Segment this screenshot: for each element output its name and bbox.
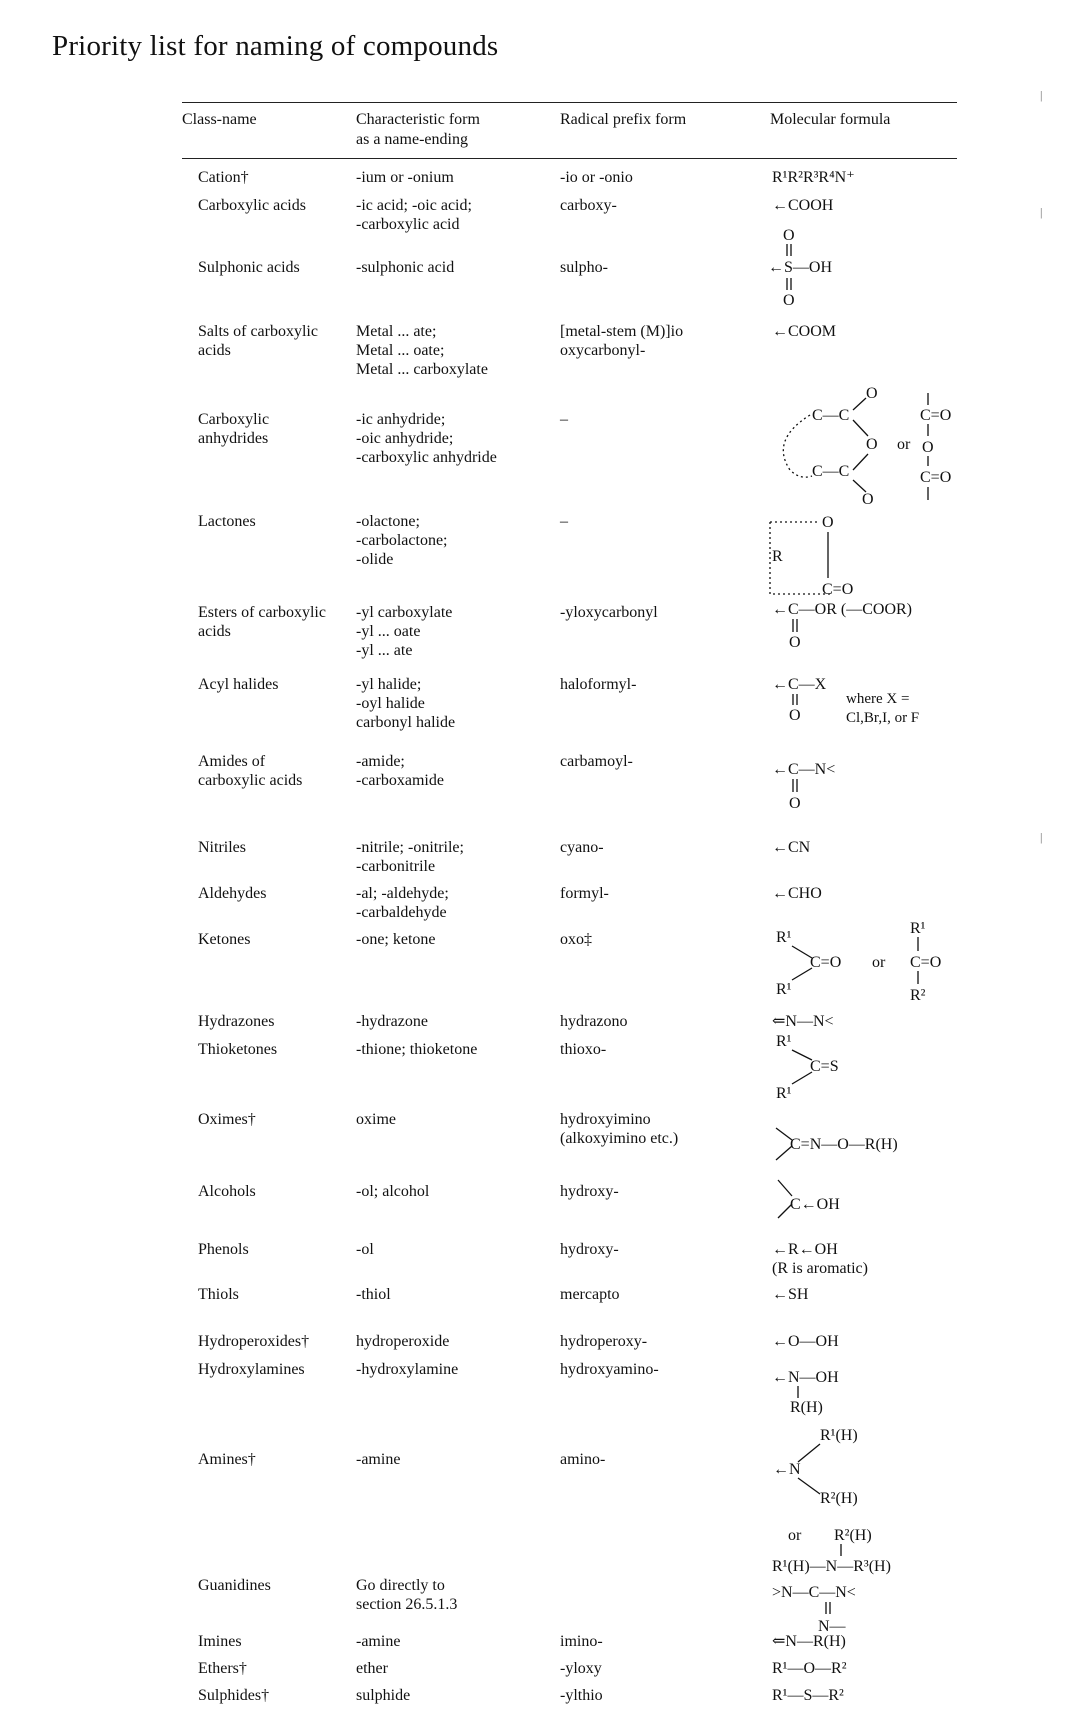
- struct-text: R¹: [910, 920, 926, 937]
- row-name-ending: -nitrile; -onitrile; -carbonitrile: [356, 839, 464, 875]
- struct-text: R²(H): [820, 1490, 858, 1507]
- ketone-structure: [776, 920, 941, 1004]
- row-radical-prefix: -io or -onio: [560, 169, 633, 186]
- struct-text: O: [862, 491, 874, 508]
- struct-bond: [853, 398, 866, 410]
- row-molecular-formula: R¹—S—R²: [772, 1687, 844, 1704]
- row-radical-prefix: sulpho-: [560, 259, 608, 276]
- row-name-ending: -amide; -carboxamide: [356, 753, 444, 789]
- struct-text: N—: [818, 1618, 846, 1635]
- struct-text: ←C—OR (—COOR): [772, 601, 913, 618]
- row-molecular-formula: ←O—OH: [772, 1333, 839, 1350]
- struct-bond: [776, 1128, 792, 1140]
- struct-text: C=O: [920, 469, 952, 486]
- row-class-name: Nitriles: [198, 839, 246, 856]
- row-radical-prefix: –: [560, 411, 568, 428]
- struct-bond: [792, 968, 812, 980]
- row-class-name: Carboxylic acids: [198, 197, 306, 214]
- row-molecular-formula: ←SH: [772, 1286, 809, 1303]
- sulphonic-acid-structure: [768, 227, 832, 309]
- row-class-name: Lactones: [198, 513, 256, 530]
- thioketone-structure: [776, 1033, 839, 1102]
- row-molecular-formula: R¹R²R³R⁴N⁺: [772, 169, 855, 186]
- row-radical-prefix: carbamoyl-: [560, 753, 633, 770]
- struct-text: C=N—O—R(H): [790, 1136, 898, 1153]
- struct-bond: [853, 480, 866, 492]
- struct-text: O: [866, 436, 878, 453]
- row-radical-prefix: hydroxy-: [560, 1183, 619, 1200]
- struct-bond: [776, 1146, 792, 1160]
- struct-text: C=O: [810, 954, 842, 971]
- table-top-rule: [182, 102, 957, 103]
- struct-bond: [783, 415, 812, 477]
- row-class-name: Amides of carboxylic acids: [198, 753, 303, 789]
- struct-text: C←OH: [790, 1196, 840, 1213]
- row-molecular-formula: ←R←OH (R is aromatic): [772, 1241, 868, 1277]
- row-name-ending: -thiol: [356, 1286, 391, 1303]
- row-radical-prefix: hydroperoxy-: [560, 1333, 648, 1350]
- row-radical-prefix: -yloxycarbonyl: [560, 604, 658, 621]
- struct-text: C—C: [812, 407, 850, 424]
- row-name-ending: Go directly to section 26.5.1.3: [356, 1577, 458, 1613]
- struct-text: where X =: [846, 691, 910, 707]
- row-class-name: Guanidines: [198, 1577, 271, 1594]
- row-class-name: Hydrazones: [198, 1013, 275, 1030]
- row-class-name: Sulphonic acids: [198, 259, 300, 276]
- struct-text: O: [783, 227, 795, 244]
- row-radical-prefix: haloformyl-: [560, 676, 637, 693]
- row-class-name: Sulphides†: [198, 1687, 270, 1704]
- struct-text: C=O: [822, 581, 854, 598]
- row-class-name: Alcohols: [198, 1183, 256, 1200]
- row-name-ending: -hydrazone: [356, 1013, 428, 1030]
- struct-text: O: [822, 514, 834, 531]
- struct-text: or: [897, 436, 911, 453]
- struct-text: R¹: [776, 981, 792, 998]
- margin-mark: |: [1040, 830, 1043, 844]
- struct-bond: [770, 522, 830, 594]
- struct-text: O: [922, 439, 934, 456]
- row-class-name: Imines: [198, 1633, 242, 1650]
- struct-bond: [798, 1478, 820, 1494]
- row-radical-prefix: carboxy-: [560, 197, 617, 214]
- lactone-structure: [770, 514, 853, 598]
- struct-bond: [798, 1444, 820, 1462]
- margin-mark: |: [1040, 88, 1043, 102]
- row-name-ending: -hydroxylamine: [356, 1361, 459, 1378]
- struct-text: R¹: [776, 1085, 792, 1102]
- struct-text: or: [788, 1527, 802, 1544]
- struct-text: >N—C—N<: [772, 1584, 856, 1601]
- header-class-name: Class-name: [182, 111, 257, 128]
- row-radical-prefix: cyano-: [560, 839, 604, 856]
- row-class-name: Carboxylic anhydrides: [198, 411, 270, 447]
- acyl-halide-structure: [772, 676, 919, 726]
- row-name-ending: -one; ketone: [356, 931, 436, 948]
- struct-bond: [792, 1050, 812, 1060]
- struct-text: C=O: [910, 954, 942, 971]
- struct-text: ←N—OH: [772, 1369, 839, 1386]
- struct-text: O: [783, 292, 795, 309]
- anhydride-structure: [783, 385, 951, 508]
- row-name-ending: -amine: [356, 1451, 401, 1468]
- row-class-name: Thiols: [198, 1286, 239, 1303]
- row-class-name: Hydroxylamines: [198, 1361, 305, 1378]
- row-class-name: Esters of carboxylic acids: [198, 604, 326, 640]
- struct-text: R¹: [776, 1033, 792, 1050]
- struct-text: R¹: [776, 929, 792, 946]
- row-molecular-formula: ←COOM: [772, 323, 837, 340]
- header-molecular-formula: Molecular formula: [770, 111, 891, 128]
- row-class-name: Aldehydes: [198, 885, 267, 902]
- header-characteristic-form: Characteristic form as a name-ending: [356, 111, 480, 148]
- row-molecular-formula: ←CHO: [772, 885, 822, 902]
- amine-structure: [772, 1427, 891, 1575]
- struct-text: R²(H): [834, 1527, 872, 1544]
- struct-text: R(H): [790, 1399, 823, 1416]
- row-class-name: Ketones: [198, 931, 251, 948]
- row-name-ending: -al; -aldehyde; -carbaldehyde: [356, 885, 449, 921]
- row-class-name: Acyl halides: [198, 676, 279, 693]
- struct-bond: [853, 454, 868, 470]
- struct-text: R²: [910, 987, 926, 1004]
- row-molecular-formula: ⇐N—N<: [772, 1013, 834, 1030]
- row-name-ending: -amine: [356, 1633, 401, 1650]
- row-radical-prefix: hydroxy-: [560, 1241, 619, 1258]
- row-class-name: Salts of carboxylic acids: [198, 323, 318, 359]
- row-radical-prefix: mercapto: [560, 1286, 620, 1303]
- page-title: Priority list for naming of compounds: [52, 30, 499, 62]
- alcohol-structure: [778, 1180, 840, 1218]
- row-radical-prefix: imino-: [560, 1633, 603, 1650]
- row-molecular-formula: R¹—O—R²: [772, 1660, 847, 1677]
- row-class-name: Ethers†: [198, 1660, 247, 1677]
- table-header-rule: [182, 158, 957, 159]
- row-radical-prefix: thioxo-: [560, 1041, 607, 1058]
- row-radical-prefix: oxo‡: [560, 931, 592, 948]
- struct-text: R¹(H)—N—R³(H): [772, 1558, 891, 1575]
- row-name-ending: -ic anhydride; -oic anhydride; -carboxylic anhydride: [356, 411, 497, 466]
- struct-text: ←C—N<: [772, 761, 836, 778]
- row-radical-prefix: -ylthio: [560, 1687, 603, 1704]
- row-name-ending: -ol: [356, 1241, 374, 1258]
- row-radical-prefix: amino-: [560, 1451, 606, 1468]
- oxime-structure: [776, 1128, 898, 1160]
- row-name-ending: oxime: [356, 1111, 396, 1128]
- struct-text: Cl,Br,I, or F: [846, 710, 920, 726]
- struct-text: or: [872, 954, 886, 971]
- struct-text: O: [789, 634, 801, 651]
- guanidine-structure: [772, 1584, 856, 1635]
- row-name-ending: sulphide: [356, 1687, 411, 1704]
- struct-bond: [792, 1072, 812, 1084]
- hydroxylamine-structure: [772, 1369, 839, 1416]
- struct-text: R: [772, 548, 783, 565]
- row-name-ending: -ol; alcohol: [356, 1183, 430, 1200]
- row-class-name: Cation†: [198, 169, 249, 186]
- row-radical-prefix: formyl-: [560, 885, 609, 902]
- row-name-ending: -thione; thioketone: [356, 1041, 478, 1058]
- row-radical-prefix: -yloxy: [560, 1660, 602, 1677]
- struct-bond: [778, 1204, 792, 1218]
- row-name-ending: hydroperoxide: [356, 1333, 450, 1350]
- ester-structure: [772, 601, 912, 651]
- struct-text: O: [866, 385, 878, 402]
- row-name-ending: -ic acid; -oic acid; -carboxylic acid: [356, 197, 472, 233]
- row-name-ending: -olactone; -carbolactone; -olide: [356, 513, 448, 568]
- struct-text: R¹(H): [820, 1427, 858, 1444]
- row-class-name: Thioketones: [198, 1041, 278, 1058]
- struct-bond: [853, 420, 868, 436]
- row-radical-prefix: hydroxyamino-: [560, 1361, 659, 1378]
- row-class-name: Amines†: [198, 1451, 256, 1468]
- struct-text: ←N: [773, 1461, 801, 1478]
- struct-text: C—C: [812, 463, 850, 480]
- row-name-ending: -yl carboxylate -yl ... oate -yl ... ate: [356, 604, 453, 659]
- row-radical-prefix: –: [560, 513, 568, 530]
- struct-text: O: [789, 795, 801, 812]
- margin-mark: |: [1040, 205, 1043, 219]
- row-class-name: Oximes†: [198, 1111, 256, 1128]
- struct-text: C=S: [810, 1058, 839, 1075]
- row-class-name: Hydroperoxides†: [198, 1333, 310, 1350]
- row-radical-prefix: hydroxyimino (alkoxyimino etc.): [560, 1111, 679, 1147]
- header-radical-prefix: Radical prefix form: [560, 111, 687, 128]
- struct-text: C=O: [920, 407, 952, 424]
- row-name-ending: -yl halide; -oyl halide carbonyl halide: [356, 676, 456, 731]
- row-radical-prefix: hydrazono: [560, 1013, 628, 1030]
- row-name-ending: Metal ... ate; Metal ... oate; Metal ... carboxylate: [356, 323, 488, 378]
- row-name-ending: -ium or -onium: [356, 169, 454, 186]
- row-molecular-formula: ⇐N—R(H): [772, 1633, 846, 1650]
- struct-text: ←C—X: [772, 676, 827, 693]
- row-radical-prefix: [metal-stem (M)]io oxycarbonyl-: [560, 323, 684, 359]
- struct-text: ←S—OH: [768, 259, 833, 276]
- row-molecular-formula: ←CN: [772, 839, 811, 856]
- struct-bond: [792, 946, 812, 958]
- row-name-ending: -sulphonic acid: [356, 259, 455, 276]
- row-class-name: Phenols: [198, 1241, 249, 1258]
- struct-text: O: [789, 707, 801, 724]
- row-molecular-formula: ←COOH: [772, 197, 834, 214]
- struct-bond: [778, 1180, 792, 1196]
- row-name-ending: ether: [356, 1660, 388, 1677]
- amide-structure: [772, 761, 835, 812]
